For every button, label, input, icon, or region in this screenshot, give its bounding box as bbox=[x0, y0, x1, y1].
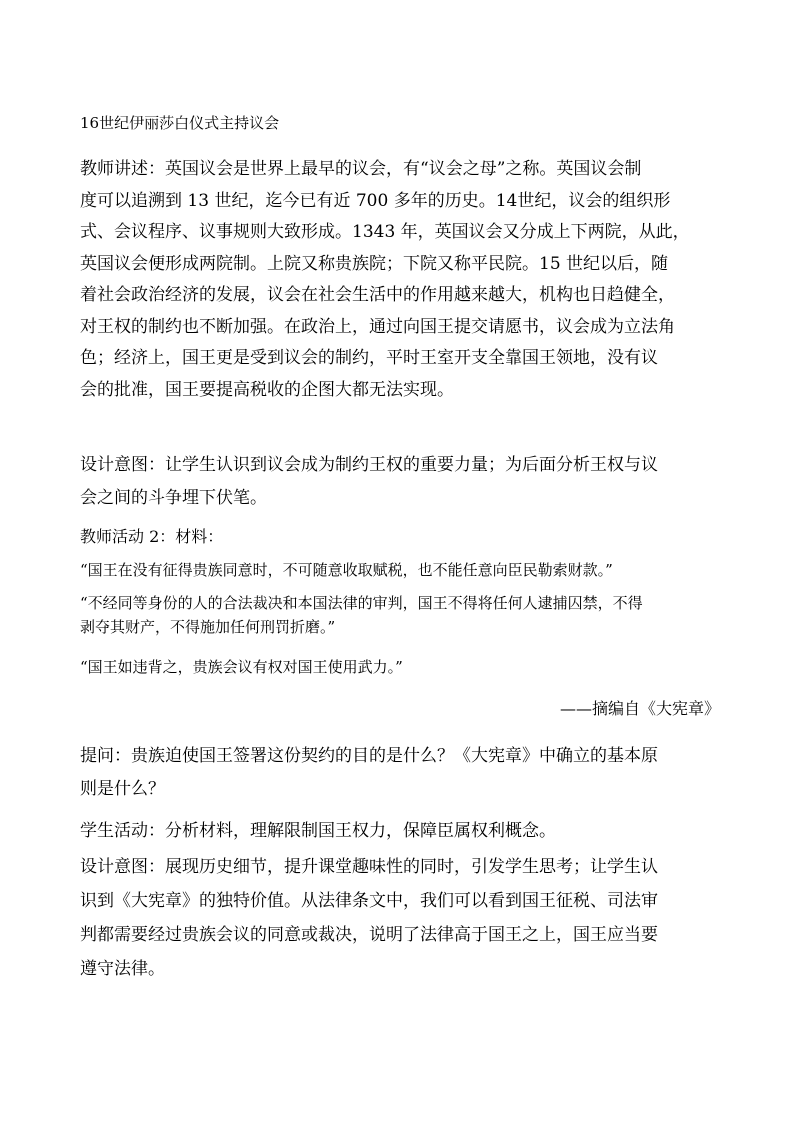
design-intent-paragraph bbox=[80, 449, 720, 515]
question-paragraph bbox=[80, 740, 720, 806]
quote-lawful-judgment bbox=[80, 591, 720, 639]
paragraph-line: 式、会议程序、议事规则大致形成。1343 年，英国议会又分成上下两院，从此， bbox=[80, 222, 690, 242]
paragraph-line: 设计意图：让学生认识到议会成为制约王权的重要力量；为后面分析王权与议 bbox=[80, 455, 658, 475]
paragraph-line: 着社会政治经济的发展，议会在社会生活中的作用越来越大，机构也日趋健全， bbox=[80, 285, 675, 305]
quote-taxation: “国王在没有征得贵族同意时，不可随意收取赋税，也不能任意向臣民勒索财款。” bbox=[80, 561, 613, 579]
student-activity-paragraph: 学生活动：分析材料，理解限制国王权力，保障臣属权利概念。 bbox=[80, 821, 556, 841]
paragraph-line: 英国议会便形成两院制。上院又称贵族院；下院又称平民院。15 世纪以后，随 bbox=[80, 253, 669, 274]
teacher-narration-paragraph bbox=[80, 154, 720, 406]
paragraph-line: 对王权的制约也不断加强。在政治上，通过向国王提交请愿书，议会成为立法角 bbox=[80, 316, 675, 337]
paragraph-line: 教师讲述：英国议会是世界上最早的议会，有“议会之母”之称。英国议会制 bbox=[80, 159, 642, 179]
paragraph-line: 会的批准，国王要提高税收的企图大都无法实现。 bbox=[80, 379, 454, 400]
quote-line: 剥夺其财产，不得施加任何刑罚折磨。” bbox=[80, 618, 336, 636]
paragraph-line: 识到《大宪章》的独特价值。从法律条文中，我们可以看到国王征税、司法审 bbox=[80, 891, 658, 911]
design-intent-paragraph-2 bbox=[80, 850, 720, 986]
quote-source: ——摘编自《大宪章》 bbox=[559, 699, 720, 718]
paragraph-line: 设计意图：展现历史细节，提升课堂趣味性的同时，引发学生思考；让学生认 bbox=[80, 857, 658, 877]
paragraph-line: 色；经济上，国王更是受到议会的制约，平时王室开支全靠国王领地，没有议 bbox=[80, 348, 658, 368]
paragraph-line: 提问：贵族迫使国王签署这份契约的目的是什么？《大宪章》中确立的基本原 bbox=[80, 746, 658, 766]
teacher-activity-heading: 教师活动 2：材料： bbox=[80, 527, 224, 546]
image-caption: 16世纪伊丽莎白仪式主持议会 bbox=[80, 114, 280, 132]
paragraph-line: 遵守法律。 bbox=[80, 959, 165, 979]
paragraph-line: 则是什么？ bbox=[80, 779, 165, 799]
paragraph-line: 度可以追溯到 13 世纪，迄今已有近 700 多年的历史。14世纪，议会的组织形 bbox=[80, 190, 671, 211]
paragraph-line: 判都需要经过贵族会议的同意或裁决，说明了法律高于国王之上，国王应当要 bbox=[80, 925, 658, 945]
quote-line: “不经同等身份的人的合法裁决和本国法律的审判，国王不得将任何人逮捕囚禁，不得 bbox=[80, 594, 643, 612]
paragraph-line: 会之间的斗争埋下伏笔。 bbox=[80, 488, 267, 508]
quote-force: “国王如违背之，贵族会议有权对国王使用武力。” bbox=[80, 658, 403, 676]
